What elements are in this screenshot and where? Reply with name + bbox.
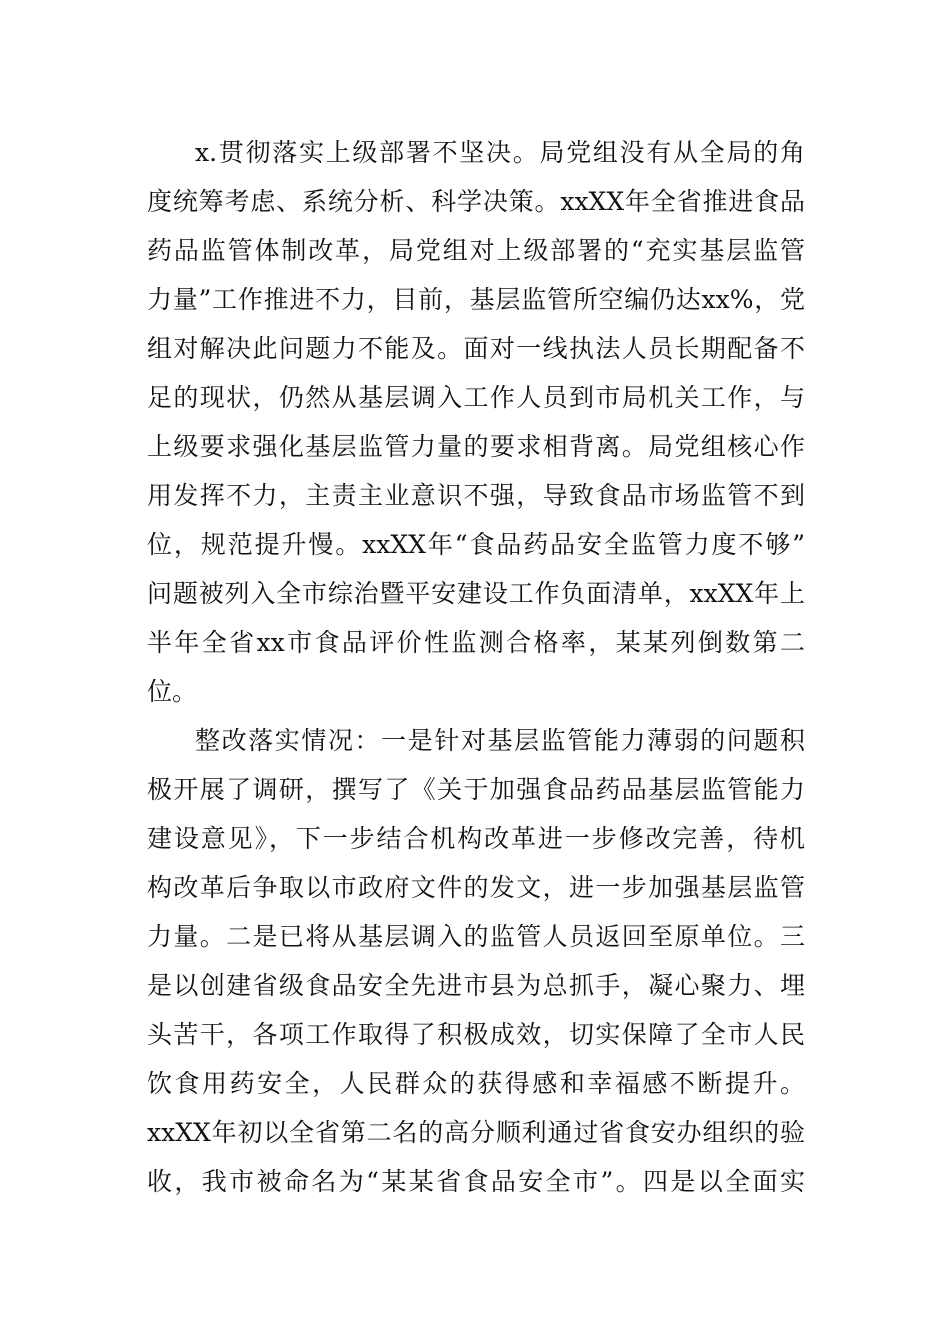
paragraph-1-line-7: 上级要求强化基层监管力量的要求相背离。局党组核心作 [147, 432, 805, 461]
paragraph-1-line-11: 半年全省xx市食品评价性监测合格率，某某列倒数第二 [147, 628, 805, 657]
paragraph-1-line-12: 位。 [147, 677, 198, 706]
paragraph-2-line-7: 头苦干，各项工作取得了积极成效，切实保障了全市人民 [147, 1020, 805, 1049]
paragraph-2-line-1: 整改落实情况：一是针对基层监管能力薄弱的问题积 [195, 726, 805, 755]
paragraph-1-line-10: 问题被列入全市综治暨平安建设工作负面清单，xxXX年上 [147, 579, 805, 608]
paragraph-2-line-8: 饮食用药安全，人民群众的获得感和幸福感不断提升。 [147, 1069, 805, 1098]
paragraph-2-line-10: 收，我市被命名为“某某省食品安全市”。四是以全面实 [147, 1167, 805, 1196]
paragraph-1-line-1: x.贯彻落实上级部署不坚决。局党组没有从全局的角 [195, 138, 805, 167]
paragraph-1-line-4: 力量”工作推进不力，目前，基层监管所空编仍达xx%，党 [147, 285, 805, 314]
paragraph-2-line-4: 构改革后争取以市政府文件的发文，进一步加强基层监管 [147, 873, 805, 902]
paragraph-2-line-6: 是以创建省级食品安全先进市县为总抓手，凝心聚力、埋 [147, 971, 805, 1000]
paragraph-1-line-3: 药品监管体制改革，局党组对上级部署的“充实基层监管 [147, 236, 805, 265]
paragraph-1-line-9: 位，规范提升慢。xxXX年“食品药品安全监管力度不够” [147, 530, 805, 559]
paragraph-2-line-5: 力量。二是已将从基层调入的监管人员返回至原单位。三 [147, 922, 805, 951]
paragraph-2-line-2: 极开展了调研，撰写了《关于加强食品药品基层监管能力 [147, 775, 805, 804]
paragraph-2-line-3: 建设意见》，下一步结合机构改革进一步修改完善，待机 [147, 824, 805, 853]
paragraph-1-line-8: 用发挥不力，主责主业意识不强，导致食品市场监管不到 [147, 481, 805, 510]
paragraph-1-line-2: 度统筹考虑、系统分析、科学决策。xxXX年全省推进食品 [147, 187, 805, 216]
paragraph-1-line-5: 组对解决此问题力不能及。面对一线执法人员长期配备不 [147, 334, 805, 363]
paragraph-1-line-6: 足的现状，仍然从基层调入工作人员到市局机关工作，与 [147, 383, 805, 412]
paragraph-2-line-9: xxXX年初以全省第二名的高分顺利通过省食安办组织的验 [147, 1118, 805, 1147]
